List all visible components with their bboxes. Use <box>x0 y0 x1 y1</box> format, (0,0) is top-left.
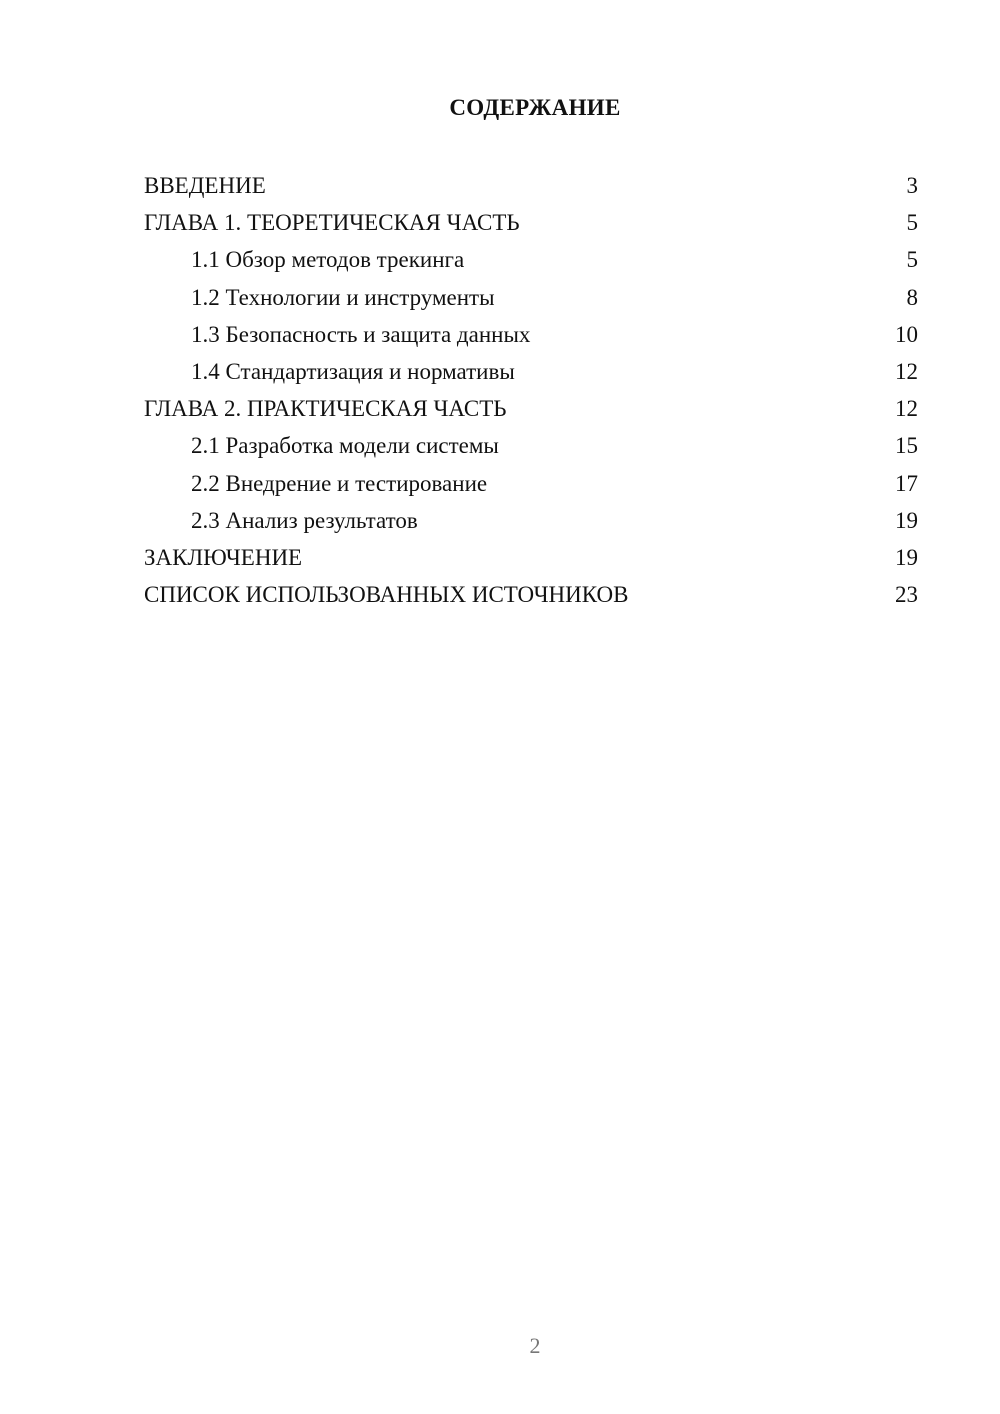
toc-entry[interactable] <box>144 390 918 427</box>
toc-subentry[interactable] <box>144 502 918 539</box>
toc-entry[interactable] <box>144 167 918 204</box>
toc-entry-label: 2.3 Анализ результатов <box>191 507 418 533</box>
toc-subentry[interactable] <box>144 353 918 390</box>
toc-entry-label: 1.1 Обзор методов трекинга <box>191 247 465 273</box>
toc-entry-page: 19 <box>895 544 918 570</box>
toc-subentry[interactable] <box>144 316 918 353</box>
toc-entry-page: 10 <box>895 321 918 347</box>
toc-entry-page: 3 <box>906 173 918 198</box>
toc-entry-label: 1.2 Технологии и инструменты <box>191 284 495 310</box>
toc-entry-page: 17 <box>895 470 918 496</box>
toc-entry[interactable] <box>144 539 918 576</box>
toc-entry-page: 12 <box>895 358 918 384</box>
toc-entry-label: 2.2 Внедрение и тестирование <box>191 470 488 496</box>
toc-entry-page: 12 <box>895 396 918 422</box>
toc-subentry[interactable] <box>144 427 918 464</box>
page-number: 2 <box>529 1333 541 1358</box>
toc-entry-label: СПИСОК ИСПОЛЬЗОВАННЫХ ИСТОЧНИКОВ <box>144 582 629 608</box>
toc-entry-page: 8 <box>906 284 918 310</box>
toc-entry-label: 1.4 Стандартизация и нормативы <box>191 358 515 384</box>
table-of-contents <box>144 167 918 613</box>
toc-entry-label: ЗАКЛЮЧЕНИЕ <box>144 544 303 570</box>
toc-entry-label: ВВЕДЕНИЕ <box>144 173 266 198</box>
toc-subentry[interactable] <box>144 279 918 316</box>
toc-entry-label: ГЛАВА 1. ТЕОРЕТИЧЕСКАЯ ЧАСТЬ <box>144 210 520 236</box>
toc-entry-label: 1.3 Безопасность и защита данных <box>191 321 531 347</box>
toc-entry[interactable] <box>144 576 918 613</box>
toc-subentry[interactable] <box>144 465 918 502</box>
toc-subentry[interactable] <box>144 241 918 278</box>
toc-entry-page: 5 <box>906 210 918 236</box>
toc-entry-page: 5 <box>906 247 918 273</box>
toc-entry-label: 2.1 Разработка модели системы <box>191 433 499 459</box>
toc-entry-page: 23 <box>895 582 918 608</box>
toc-entry-page: 19 <box>895 507 918 533</box>
toc-entry-page: 15 <box>895 433 918 459</box>
toc-entry[interactable] <box>144 204 918 241</box>
page-title: СОДЕРЖАНИЕ <box>449 95 621 120</box>
toc-entry-label: ГЛАВА 2. ПРАКТИЧЕСКАЯ ЧАСТЬ <box>144 396 507 422</box>
